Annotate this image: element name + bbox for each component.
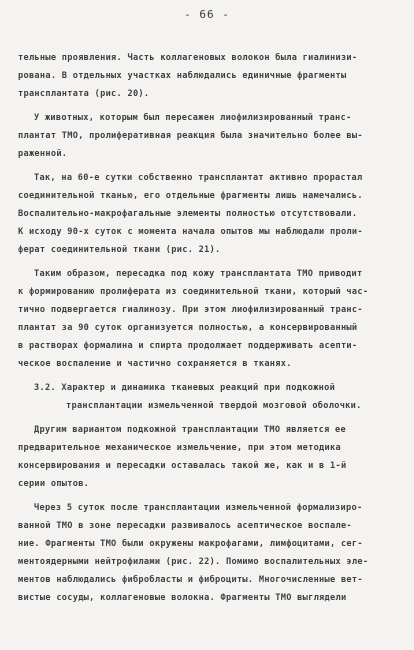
section-heading: трансплантации измельченной твердой мозговой оболочки. bbox=[66, 401, 362, 411]
text-line: плантат за 90 суток организуется полностью, а консервированный bbox=[18, 323, 358, 333]
text-line: тично подвергается гиалинозу. При этом лиофилизированный транс- bbox=[18, 305, 363, 315]
text-line: трансплантата (рис. 20). bbox=[18, 89, 150, 99]
text-line: Таким образом, пересадка под кожу трансплантата ТМО приводит bbox=[34, 269, 363, 279]
text-line: К исходу 90-х суток с момента начала опытов мы наблюдали проли- bbox=[18, 227, 363, 237]
text-line: ментов наблюдались фибробласты и фиброциты. Многочисленные вет- bbox=[18, 575, 363, 585]
text-line: в растворах формалина и спирта продолжает поддерживать асепти- bbox=[18, 341, 358, 351]
text-line: предварительное механическое измельчение, при этом методика bbox=[18, 443, 341, 453]
text-line: ние. Фрагменты ТМО были окружены макрофагами, лимфоцитами, сег- bbox=[18, 539, 363, 549]
text-line: плантат ТМО, пролиферативная реакция была значительно более вы- bbox=[18, 131, 363, 141]
text-line: Другим вариантом подкожной трансплантации ТМО является ее bbox=[34, 425, 347, 435]
text-line: У животных, которым был пересажен лиофилизированный транс- bbox=[34, 113, 352, 123]
text-line: ванной ТМО в зоне пересадки развивалось асептическое воспале- bbox=[18, 521, 352, 531]
text-line: Через 5 суток после трансплантации измельченной формализиро- bbox=[34, 503, 363, 513]
text-line: соединительной тканью, его отдельные фрагменты лишь намечались. bbox=[18, 191, 363, 201]
text-line: рована. В отдельных участках наблюдались единичные фрагменты bbox=[18, 71, 347, 81]
text-line: ческое воспаление и частично сохраняется в тканях. bbox=[18, 359, 292, 369]
page-number: - 66 - bbox=[184, 8, 230, 21]
text-line: консервирования и пересадки оставалась такой же, как и в 1-й bbox=[18, 461, 347, 471]
text-line: ферат соединительной ткани (рис. 21). bbox=[18, 245, 221, 255]
section-heading: 3.2. Характер и динамика тканевых реакций при подкожной bbox=[34, 383, 336, 393]
text-line: Воспалительно-макрофагальные элементы полностью отсутствовали. bbox=[18, 209, 358, 219]
text-line: ментоядерными нейтрофилами (рис. 22). Помимо воспалительных эле- bbox=[18, 557, 369, 567]
text-line: Так, на 60-е сутки собственно трансплантат активно прорастал bbox=[34, 173, 363, 183]
text-line: серии опытов. bbox=[18, 479, 90, 489]
text-line: тельные проявления. Часть коллагеновых волокон была гиалинизи- bbox=[18, 53, 358, 63]
text-line: к формированию пролиферата из соединительной ткани, который час- bbox=[18, 287, 369, 297]
text-line: раженной. bbox=[18, 149, 68, 159]
text-line: вистые сосуды, коллагеновые волокна. Фрагменты ТМО выглядели bbox=[18, 593, 347, 603]
